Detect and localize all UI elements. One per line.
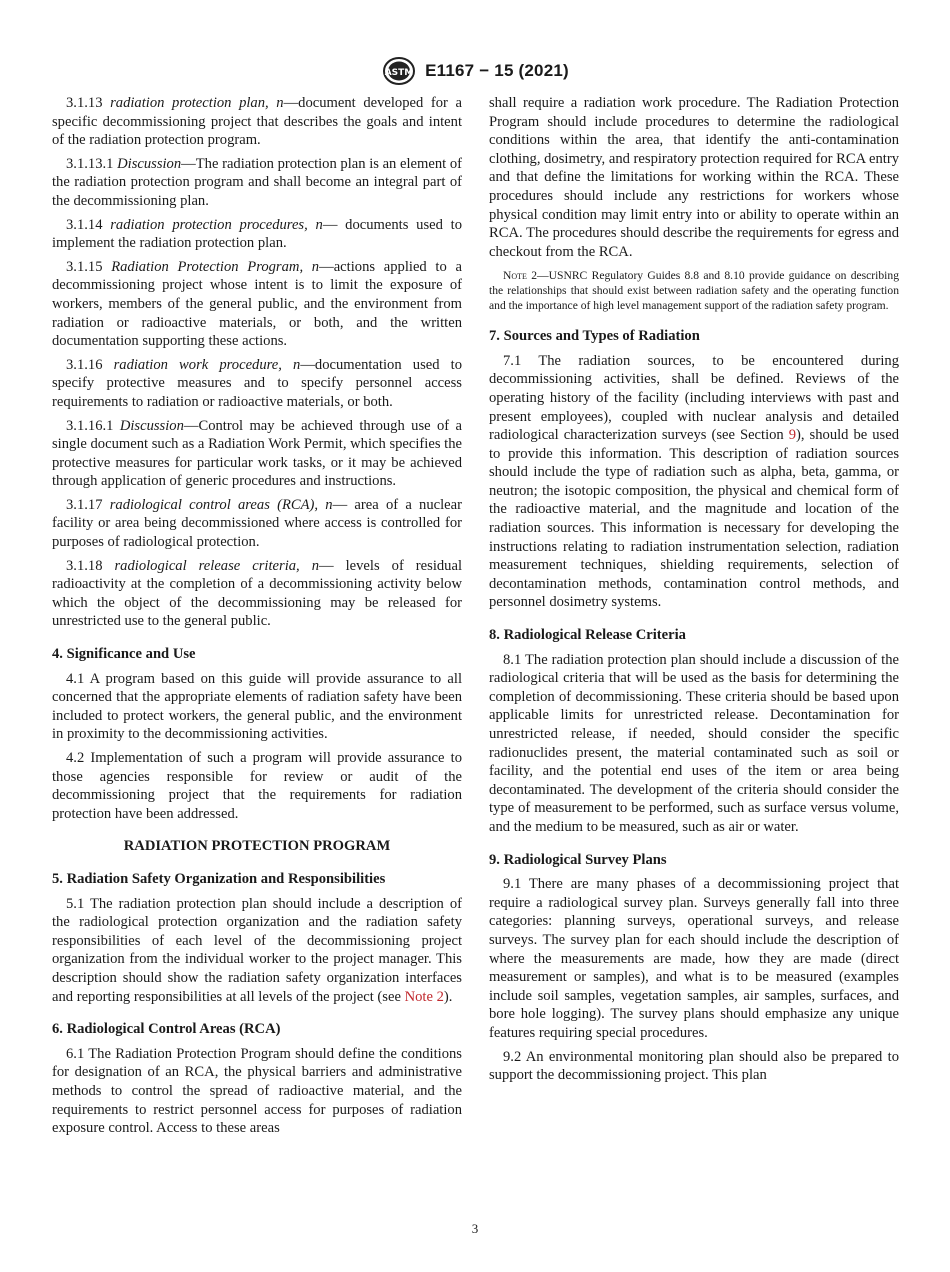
section-4-heading: 4. Significance and Use bbox=[52, 646, 196, 663]
paragraph-6-1: 6.1 The Radiation Protection Program should define the conditions for designation of an RCA, the physical barriers and administrative methods to control the spread of radioactive material, and the requirements to restrict personnel access for purposes of radiation exposure control. Access to these areas bbox=[52, 1045, 462, 1137]
section-5-heading: 5. Radiation Safety Organization and Responsibilities bbox=[52, 870, 386, 887]
program-heading: RADIATION PROTECTION PROGRAM bbox=[123, 838, 391, 855]
definition-3-1-14: 3.1.14 radiation protection procedures, n— documents used to implement the radiation protection plan. bbox=[52, 216, 462, 252]
definition-3-1-17: 3.1.17 radiological control areas (RCA), n— area of a nuclear facility or area being decommissioned where access is controlled for purposes of radiological protection. bbox=[52, 496, 462, 551]
section-9-heading: 9. Radiological Survey Plans bbox=[489, 851, 667, 868]
section-7-heading: 7. Sources and Types of Radiation bbox=[489, 328, 700, 345]
document-designation: E1167 − 15 (2021) bbox=[425, 61, 569, 80]
paragraph-5-1: 5.1 The radiation protection plan should include a description of the radiological protection organization and the radiation safety responsibilities of each level of the decommissioning project organization from the individual worker to the project manager. This description should show the radiation safety organization interfaces and reporting responsibilities at all levels of the project (see Note 2). bbox=[52, 895, 462, 1005]
svg-text:ASTM: ASTM bbox=[384, 68, 414, 78]
paragraph-8-1: 8.1 The radiation protection plan should include a discussion of the radiological criteria that will be used as the basis for determining the completion of decommissioning. These criteria should be based upon applicable limits for unrestricted release. Decontamination for unrestricted release, if needed, should consider the specific radionuclides present, the material contaminated such as soil or facility, and the potential end uses of the item or area being decontaminated. The development of the criteria should consider the type of measurement to be performed, such as surface versus volume, and the medium to be measured, such as air or water. bbox=[489, 651, 899, 835]
right-column bbox=[489, 94, 899, 1090]
definition-3-1-18: 3.1.18 radiological release criteria, n— levels of residual radioactivity at the completion of a decommissioning activity below which the object of the decommissioning may be released for unrestricted use to the general public. bbox=[52, 557, 463, 630]
section-9-link[interactable]: 9 bbox=[788, 427, 797, 444]
definition-3-1-16: 3.1.16 radiation work procedure, n—documentation used to specify protective measures and to specify personnel access requirements to radiation or radioactive materials, or both. bbox=[52, 356, 462, 410]
page-header bbox=[0, 56, 950, 86]
definition-3-1-13: 3.1.13 radiation protection plan, n—document developed for a specific decommissioning project that describes the goals and intent of the radiation protection program. bbox=[52, 95, 462, 149]
paragraph-4-1: 4.1 A program based on this guide will provide assurance to all concerned that the appropriate elements of radiation safety have been included to protect workers, the general public, and the environment in proximity to the decommissioning activities. bbox=[52, 670, 462, 743]
page-number: 3 bbox=[471, 1221, 479, 1236]
definition-3-1-15: 3.1.15 Radiation Protection Program, n—actions applied to a decommissioning project whose intent is to limit the exposure of workers, members of the general public, and the environment from radiation or radioactive materials, or both, and the written documentation supporting these actions. bbox=[52, 258, 462, 350]
discussion-3-1-13-1: 3.1.13.1 Discussion—The radiation protection plan is an element of the radiation protection program and shall become an integral part of the decommissioning plan. bbox=[52, 155, 462, 209]
astm-logo-icon bbox=[381, 56, 417, 86]
paragraph-6-1-continued: shall require a radiation work procedure. The Radiation Protection Program should include procedures to determine the radiological conditions within the area, that identify the anti-contamination clothing, dosimetry, and respiratory protection required for RCA entry and that define the limitations for working within the RCA. These procedures should include any restrictions for workers whose physical condition may limit entry into or ability to operate within an RCA. The procedures should describe the requirements for egress and checkout from the RCA. bbox=[489, 95, 900, 260]
discussion-3-1-16-1: 3.1.16.1 Discussion—Control may be achieved through use of a single document such as a Radiation Work Permit, which specifies the protective measures for particular work tasks, or it may be achieved through application of generic procedures and instructions. bbox=[52, 417, 462, 490]
left-column bbox=[52, 94, 462, 1143]
note-2: Note 2—USNRC Regulatory Guides 8.8 and 8.10 provide guidance on describing the relationships that should exist between radiation safety and the operating function and the importance of high level management support of the radiation safety program. bbox=[489, 269, 900, 312]
section-8-heading: 8. Radiological Release Criteria bbox=[489, 627, 686, 644]
paragraph-4-2: 4.2 Implementation of such a program will provide assurance to those agencies responsible for review or audit of the decommissioning project that the requirements for radiation protection have been addressed. bbox=[52, 750, 462, 822]
section-6-heading: 6. Radiological Control Areas (RCA) bbox=[52, 1021, 281, 1038]
note-2-link[interactable]: Note 2 bbox=[404, 988, 444, 1005]
paragraph-7-1: 7.1 The radiation sources, to be encountered during decommissioning activities, shall be defined. Reviews of the operating history of the facility (including interviews with past and present employees), coupled with nuclear analysis and detailed radiological characterization surveys (see Section 9), should be used to provide this information. This description of radiation sources should include the type of radiation such as alpha, beta, gamma, or neutron; the isotopic composition, the physical and chemical form of the radioactive material, and the magnitude and location of the radiation sources. This information is necessary for developing the instructions relating to radiation instrumentation selection, radiation measurement techniques, shielding requirements, selection of decontamination methods, contamination control methods, and personnel dosimetry systems. bbox=[489, 352, 899, 611]
paragraph-9-2: 9.2 An environmental monitoring plan should also be prepared to support the decommissioning project. This plan bbox=[489, 1048, 899, 1084]
paragraph-9-1: 9.1 There are many phases of a decommissioning project that require a radiological survey plan. Surveys generally fall into three categories: planning surveys, operational surveys, and release surveys. The survey plan for each should include the description of where the measurements are made, how they are made (direct measurement or samples), and what is to be measured (examples include soil samples, vegetation samples, air samples, surfaces, and bore hole logging). The survey plans should emphasize any unique features requiring special procedures. bbox=[489, 876, 899, 1041]
